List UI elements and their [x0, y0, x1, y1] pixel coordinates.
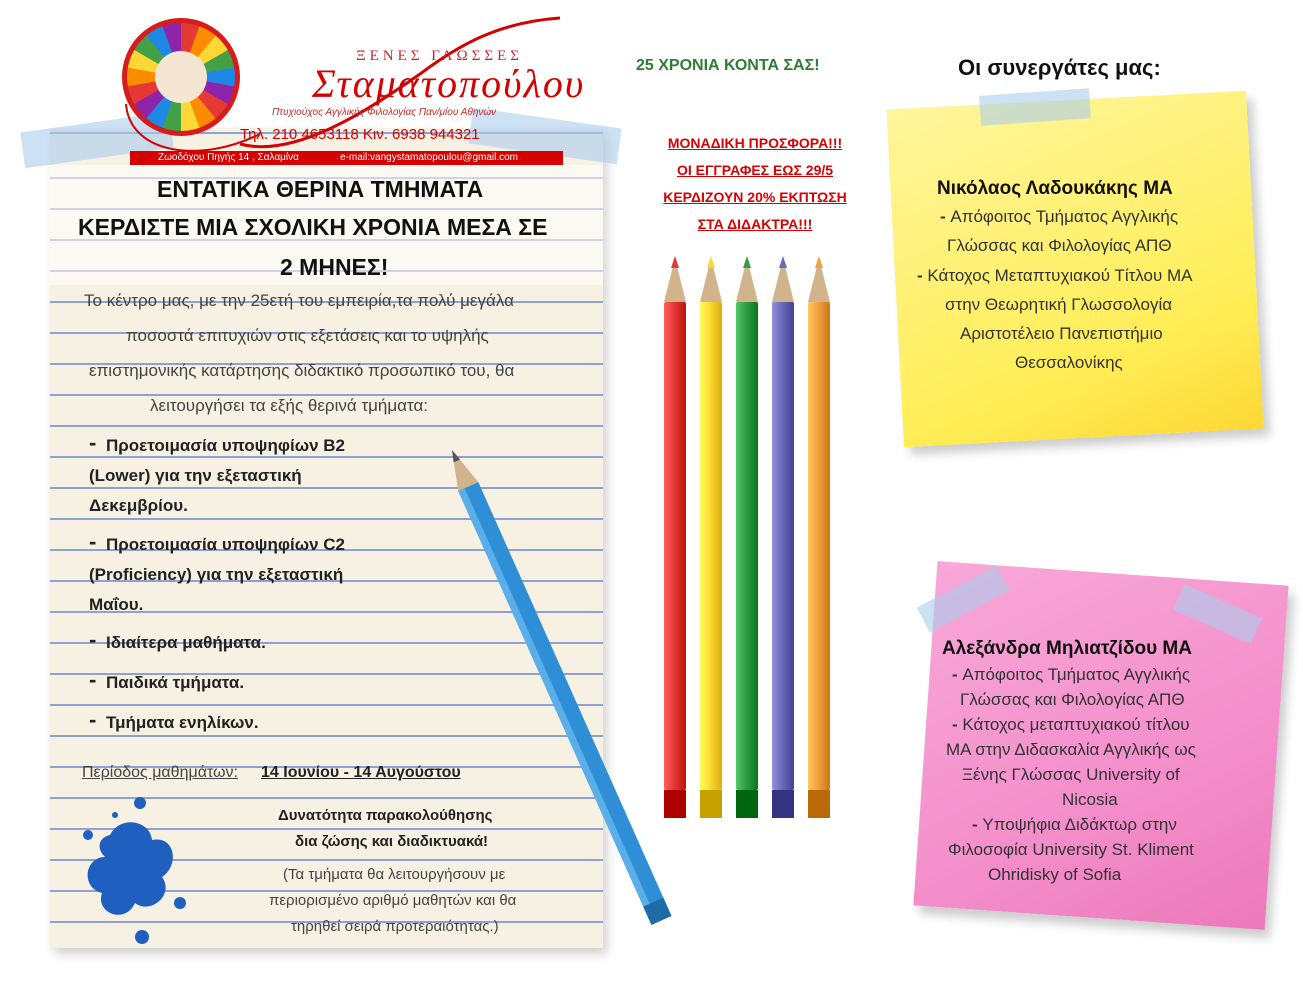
- course-b2-line: Δεκεμβρίου.: [89, 496, 188, 515]
- partner-2-line: ΜΑ στην Διδασκαλία Αγγλικής ως: [946, 740, 1196, 759]
- course-adults: Τμήματα ενηλίκων.: [106, 713, 259, 732]
- offer-line: ΣΤΑ ΔΙΔΑΚΤΡΑ!!!: [697, 216, 813, 232]
- pencil-end: [700, 790, 722, 818]
- partner-1-name: Νικόλαος Λαδουκάκης MA: [937, 178, 1173, 199]
- logo-color-wheel-icon: [122, 18, 240, 136]
- pencil-end: [808, 790, 830, 818]
- partner-1-line: Αριστοτέλειο Πανεπιστήμιο: [960, 324, 1163, 343]
- logo-email: e-mail:vangystamatopoulou@gmail.com: [340, 152, 519, 163]
- pencil-body: [772, 302, 794, 790]
- period-value: 14 Ιουνίου - 14 Αυγούστου: [261, 764, 461, 781]
- bullet-dash: -: [89, 667, 97, 692]
- attendance-line: δια ζώσης και διαδικτυακά!: [295, 833, 489, 850]
- heading-intensive-summer-classes: ΕΝΤΑΤΙΚΑ ΘΕΡΙΝΑ ΤΜΗΜΑΤΑ: [157, 176, 484, 202]
- offer-line: ΟΙ ΕΓΓΡΑΦΕΣ ΕΩΣ 29/5: [676, 162, 834, 178]
- logo-subtitle: Πτυχιούχος Αγγλικής Φιλολογίας Παν/μίου Αθηνών: [272, 107, 497, 118]
- partner-2-line: Γλώσσας και Φιλολογίας ΑΠΘ: [960, 690, 1185, 709]
- pencil-end: [664, 790, 686, 818]
- attendance-line: Δυνατότητα παρακολούθησης: [278, 807, 493, 824]
- pencil-end: [772, 790, 794, 818]
- course-b2-line: (Lower) για την εξεταστική: [89, 466, 302, 485]
- partner-2-name: Αλεξάνδρα Μηλιατζίδου MA: [942, 638, 1192, 659]
- pencil-lead: [815, 256, 823, 268]
- course-children: Παιδικά τμήματα.: [106, 673, 245, 692]
- bullet-dash: -: [89, 529, 97, 554]
- bullet-dash: -: [89, 430, 97, 455]
- partner-1-line: Γλώσσας και Φιλολογίας ΑΠΘ: [947, 236, 1172, 255]
- bullet-dash: -: [89, 627, 97, 652]
- limited-seats-note: (Τα τμήματα θα λειτουργήσουν με: [283, 866, 506, 883]
- course-c2-line: (Proficiency) για την εξεταστική: [89, 565, 344, 584]
- partner-2-line: Nicosia: [1062, 790, 1118, 809]
- partner-2-line: - Κάτοχος μεταπτυχιακού τίτλου: [952, 715, 1190, 734]
- intro-line: Το κέντρο μας, με την 25ετή του εμπειρία,τα πολύ μεγάλα: [84, 291, 514, 310]
- pencil-end: [736, 790, 758, 818]
- partner-1-line: Θεσσαλονίκης: [1015, 353, 1123, 372]
- partner-1-line: στην Θεωρητική Γλωσσολογία: [945, 295, 1173, 314]
- ink-splat-icon: [80, 795, 190, 945]
- heading-gain-school-year: ΚΕΡΔΙΣΤΕ ΜΙΑ ΣΧΟΛΙΚΗ ΧΡΟΝΙΑ ΜΕΣΑ ΣΕ: [78, 214, 548, 240]
- course-c2-line: Προετοιμασία υποψηφίων C2: [106, 535, 346, 554]
- pencil-body: [664, 302, 686, 790]
- partner-2-line: Φιλοσοφία University St. Kliment: [948, 840, 1194, 859]
- pencil-body: [736, 302, 758, 790]
- partner-2-line: Ohridisky of Sofia: [988, 865, 1122, 884]
- offer-line: ΚΕΡΔΙΖΟΥΝ 20% ΕΚΠΤΩΣΗ: [663, 189, 847, 205]
- intro-line: λειτουργήσει τα εξής θερινά τμήματα:: [150, 396, 429, 415]
- pencil-lead: [779, 256, 787, 268]
- partner-2-line: - Υποψήφια Διδάκτωρ στην: [972, 815, 1177, 834]
- intro-line: ποσοστά επιτυχιών στις εξετάσεις και το υψηλής: [126, 326, 489, 345]
- logo-phone: Τηλ. 210 4653118 Κιν. 6938 944321: [240, 126, 480, 143]
- logo-foreign-languages: ΞΕΝΕΣ ΓΛΩΣΣΕΣ: [356, 48, 524, 64]
- partner-1-line: - Κάτοχος Μεταπτυχιακού Τίτλου ΜΑ: [917, 266, 1193, 285]
- years-headline: 25 ΧΡΟΝΙΑ ΚΟΝΤΑ ΣΑΣ!: [636, 57, 820, 74]
- offer-line: ΜΟΝΑΔΙΚΗ ΠΡΟΣΦΟΡΑ!!!: [667, 135, 843, 151]
- pencil-body: [808, 302, 830, 790]
- pencil-body: [700, 302, 722, 790]
- partner-1-line: - Απόφοιτος Τμήματος Αγγλικής: [940, 207, 1179, 226]
- intro-line: επιστημονικής κατάρτησης διδακτικό προσωπικό του, θα: [89, 361, 515, 380]
- partner-2-line: - Απόφοιτος Τμήματος Αγγλικής: [952, 665, 1191, 684]
- blue-pencil-icon: [430, 430, 680, 975]
- pencil-lead: [671, 256, 679, 268]
- logo-address: Ζωοδόχου Πηγής 14 , Σαλαμίνα: [158, 152, 299, 163]
- limited-seats-note: περιορισμένο αριθμό μαθητών και θα: [269, 892, 517, 909]
- pencil-lead: [743, 256, 751, 268]
- logo-name: Σταματοπούλου: [312, 61, 586, 106]
- course-private-lessons: Ιδιαίτερα μαθήματα.: [106, 633, 266, 652]
- heading-two-months: 2 ΜΗΝΕΣ!: [280, 254, 389, 280]
- logo-contact-bar: [130, 151, 563, 165]
- partners-title: Οι συνεργάτες μας:: [958, 55, 1161, 80]
- limited-seats-note: τηρηθεί σειρά προτεραιότητας.): [291, 918, 499, 935]
- period-label: Περίοδος μαθημάτων:: [82, 764, 238, 781]
- pencil-lead: [707, 256, 715, 268]
- course-b2-line: Προετοιμασία υποψηφίων B2: [106, 436, 346, 455]
- partner-2-line: Ξένης Γλώσσας University of: [962, 765, 1180, 784]
- bullet-dash: -: [89, 707, 97, 732]
- course-c2-line: Μαΐου.: [89, 595, 144, 614]
